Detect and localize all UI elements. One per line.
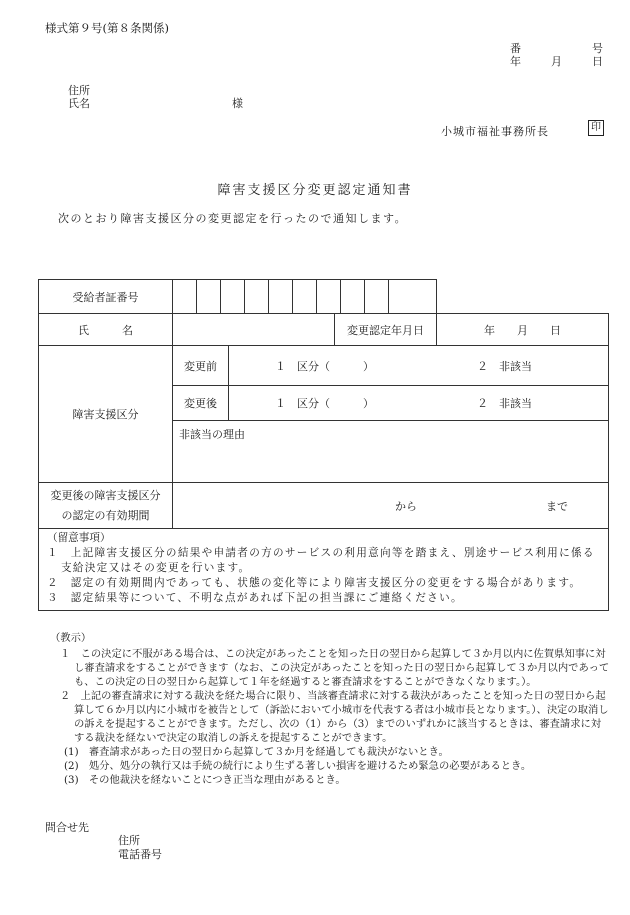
before-option-category[interactable]: １ 区分（ ） (275, 359, 374, 373)
category-label: 障害支援区分 (39, 346, 173, 483)
note-item-3: ３ 認定結果等について、不明な点があれば下記の担当課にご連絡ください。 (47, 592, 463, 604)
reason-label: 非該当の理由 (179, 428, 245, 441)
row-name (39, 314, 609, 346)
cert-number-label: 受給者証番号 (39, 280, 173, 314)
contact-phone-label: 電話番号 (118, 848, 162, 861)
recipient-honorific: 様 (232, 97, 243, 110)
validity-label-line2: の認定の有効期間 (61, 508, 150, 522)
number-suffix: 号 (592, 42, 603, 55)
instruction-item-1: １ この決定に不服がある場合は、この決定があったことを知った日の翌日から起算して３か月以内に佐賀県知事に対し審査請求をすることができます（なお、この決定があったことを知った日の翌日から起算して３か月以内であっても、この決定の日の翌日から起算して１年を経過すると審査請求をすることができなくなります。）。 (60, 648, 610, 688)
after-label: 変更後 (173, 386, 229, 421)
digit-box[interactable] (173, 280, 197, 313)
after-option-none[interactable]: ２ 非該当 (477, 397, 532, 410)
reason-cell[interactable] (173, 421, 609, 483)
digit-box[interactable] (365, 280, 389, 313)
instruction-heading: （教示） (50, 632, 92, 644)
document-intro: 次のとおり障害支援区分の変更認定を行ったので通知します。 (58, 212, 408, 225)
notes-cell (39, 529, 609, 611)
digit-box[interactable] (389, 280, 413, 313)
digit-box[interactable] (221, 280, 245, 313)
digit-box[interactable] (245, 280, 269, 313)
note-item-1: １ 上記障害支援区分の結果や申請者の方のサービスの利用意向等を踏まえ、別途サービス利用に係る支給決定又はその変更を行います。 (47, 547, 595, 574)
number-date-block (510, 40, 602, 70)
name-label: 氏 名 (39, 314, 173, 346)
row-notes (39, 529, 609, 611)
row-before (39, 346, 609, 386)
digit-box[interactable] (197, 280, 221, 313)
digit-box[interactable] (341, 280, 365, 313)
seal-mark: 印 (588, 120, 604, 136)
row-cert-number (39, 280, 609, 314)
before-options (229, 346, 609, 386)
form-number: 様式第９号(第８条関係) (45, 21, 169, 35)
number-label: 番 (510, 42, 521, 55)
validity-from: から (395, 499, 417, 513)
validity-to: まで (546, 499, 568, 513)
name-value[interactable] (173, 314, 335, 346)
row-validity (39, 483, 609, 529)
digit-box[interactable] (269, 280, 293, 313)
change-date-value[interactable]: 年 月 日 (437, 314, 609, 346)
issuer-name: 小城市福祉事務所長 (441, 125, 549, 138)
empty-corner (437, 280, 609, 314)
instruction-sub-3: (3) その他裁決を経ないことにつき正当な理由があるとき。 (64, 774, 346, 786)
after-option-category[interactable]: １ 区分（ ） (275, 397, 374, 410)
recipient-name-label: 氏名 (68, 97, 90, 110)
before-option-none[interactable]: ２ 非該当 (477, 359, 532, 373)
note-item-2: ２ 認定の有効期間内であっても、状態の変化等により障害支援区分の変更をする場合があります。 (47, 577, 582, 589)
validity-label (39, 483, 173, 529)
instruction-sub-2: (2) 処分、処分の執行又は手続の続行により生ずる著しい損害を避けるため緊急の必要があるとき。 (64, 760, 532, 772)
digit-box[interactable] (293, 280, 317, 313)
cert-number-boxes (173, 280, 437, 314)
certification-table (38, 279, 609, 611)
instruction-block (50, 631, 610, 787)
contact-heading: 問合せ先 (45, 821, 89, 834)
date-year: 年 (510, 55, 521, 68)
date-day: 日 (592, 55, 603, 68)
digit-box[interactable] (317, 280, 341, 313)
change-date-label: 変更認定年月日 (335, 314, 437, 346)
document-title: 障害支援区分変更認定通知書 (217, 183, 413, 198)
date-month: 月 (551, 55, 562, 68)
instruction-item-2: ２ 上記の審査請求に対する裁決を経た場合に限り、当該審査請求に対する裁決があったことを知った日の翌日から起算して６か月以内に小城市を被告として（訴訟において小城市を代表する者は小城市長となります。）、決定の取消しの訴えを提起することができます。ただし、次の（1）から（3）までのいずれかに該当するときは、審査請求に対する裁決を経ないで決定の取消しの訴えを提起することができます。 (60, 690, 609, 744)
validity-period[interactable] (173, 483, 609, 529)
before-label: 変更前 (173, 346, 229, 386)
notes-heading: （留意事項） (47, 532, 111, 544)
validity-label-line1: 変更後の障害支援区分 (50, 488, 161, 502)
after-options (229, 386, 609, 421)
instruction-sub-1: (1) 審査請求があった日の翌日から起算して３か月を経過しても裁決がないとき。 (64, 746, 449, 758)
contact-address-label: 住所 (118, 834, 140, 847)
recipient-address-label: 住所 (68, 84, 90, 97)
